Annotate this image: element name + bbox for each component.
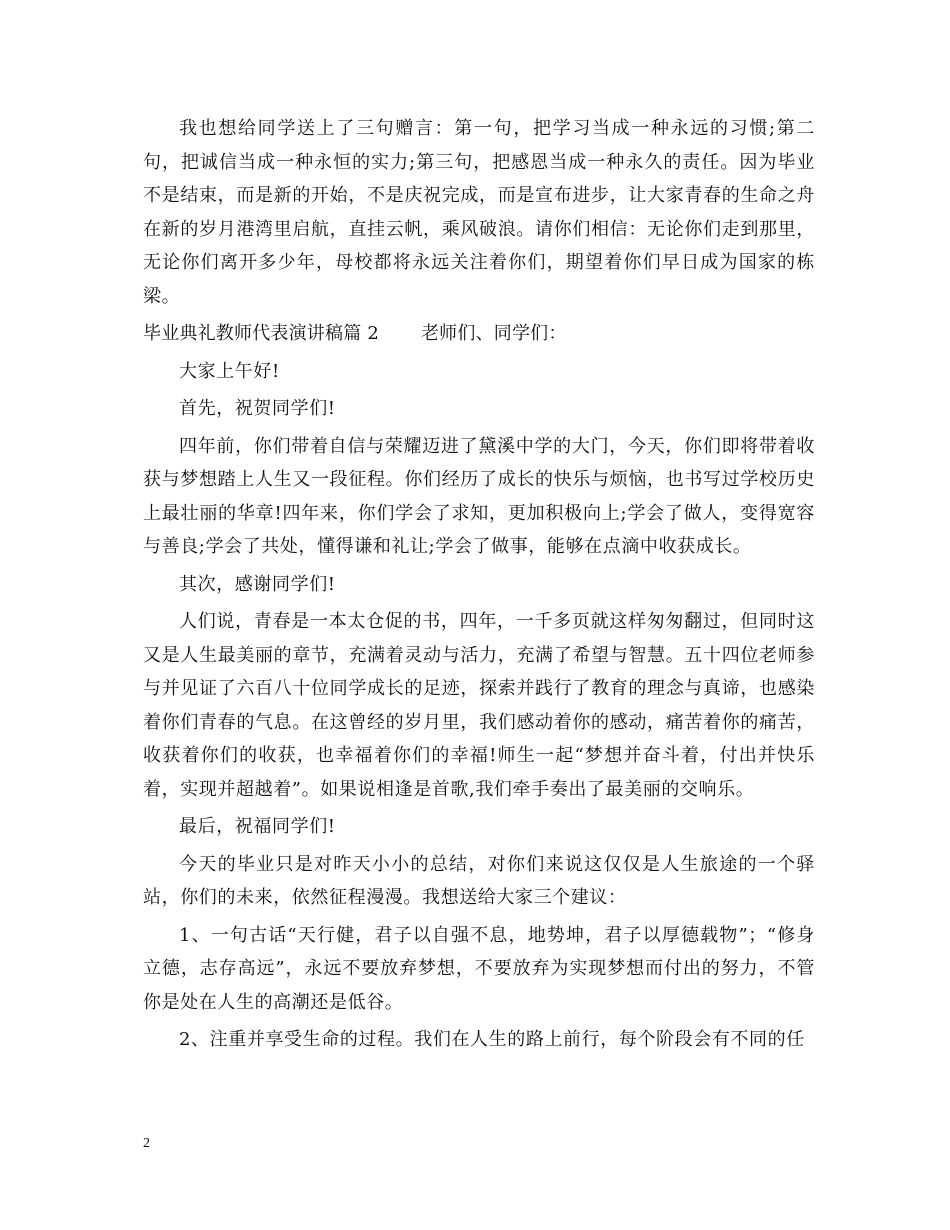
paragraph-blessing: 最后，祝福同学们! [179,816,336,837]
paragraph-graduation: 今天的毕业只是对昨天小小的总结，对你们来说这仅仅是人生旅途的一个驿站，你们的未来，依然征程漫漫。我想送给大家三个建议： [143,853,815,908]
page-number: 2 [143,1136,150,1151]
paragraph-youth: 人们说，青春是一本太仓促的书，四年，一千多页就这样匆匆翻过，但同时这又是人生最美丽的章节，充满着灵动与活力，充满了希望与智慧。五十四位老师参与并见证了六百八十位同学成长的足迹，探索并践行了教育的理念与真谛，也感染着你们青春的气息。在这曾经的岁月里，我们感动着你的感动，痛苦着你的痛苦，收获着你们的收获，也幸福着你们的幸福!师生一起“梦想并奋斗着，付出并快乐着，实现并超越着”。如果说相逢是首歌,我们牵手奏出了最美丽的交响乐。 [143,611,815,800]
speech-heading [143,317,815,351]
document-body [143,112,815,1061]
paragraph-thanks: 其次，感谢同学们! [179,573,336,595]
paragraph-greeting: 大家上午好! [179,360,280,382]
paragraph-gifts: 我也想给同学送上了三句赠言：第一句，把学习当成一种永远的习惯;第二句，把诚信当成一种永恒的实力;第三句，把感恩当成一种永久的责任。因为毕业不是结束，而是新的开始，不是庆祝完成，而是宣布进步，让大家青春的生命之舟在新的岁月港湾里启航，直挂云帆，乘风破浪。请你们相信：无论你们走到那里，无论你们离开多少年，母校都将永远关注着你们，期望着你们早日成为国家的栋梁。 [143,118,815,307]
paragraph-advice-2: 2、注重并享受生命的过程。我们在人生的路上前行，每个阶段会有不同的任 [179,1029,805,1050]
speech-title: 毕业典礼教师代表演讲稿篇 2 [143,323,379,344]
paragraph-congratulate: 首先，祝贺同学们! [179,398,336,419]
paragraph-four-years: 四年前，你们带着自信与荣耀迈进了黛溪中学的大门，今天，你们即将带着收获与梦想踏上人生又一段征程。你们经历了成长的快乐与烦恼，也书写过学校历史上最壮丽的华章!四年来，你们学会了求知，更加积极向上;学会了做人，变得宽容与善良;学会了共处，懂得谦和礼让;学会了做事，能够在点滴中收获成长。 [143,435,815,557]
paragraph-advice-1: 1、一句古话“天行健，君子以自强不息，地势坤，君子以厚德载物”；“修身立德，志存高远”，永远不要放弃梦想，不要放弃为实现梦想而付出的努力，不管你是处在人生的高潮还是低谷。 [143,924,815,1013]
speech-salutation: 老师们、同学们： [420,323,567,344]
